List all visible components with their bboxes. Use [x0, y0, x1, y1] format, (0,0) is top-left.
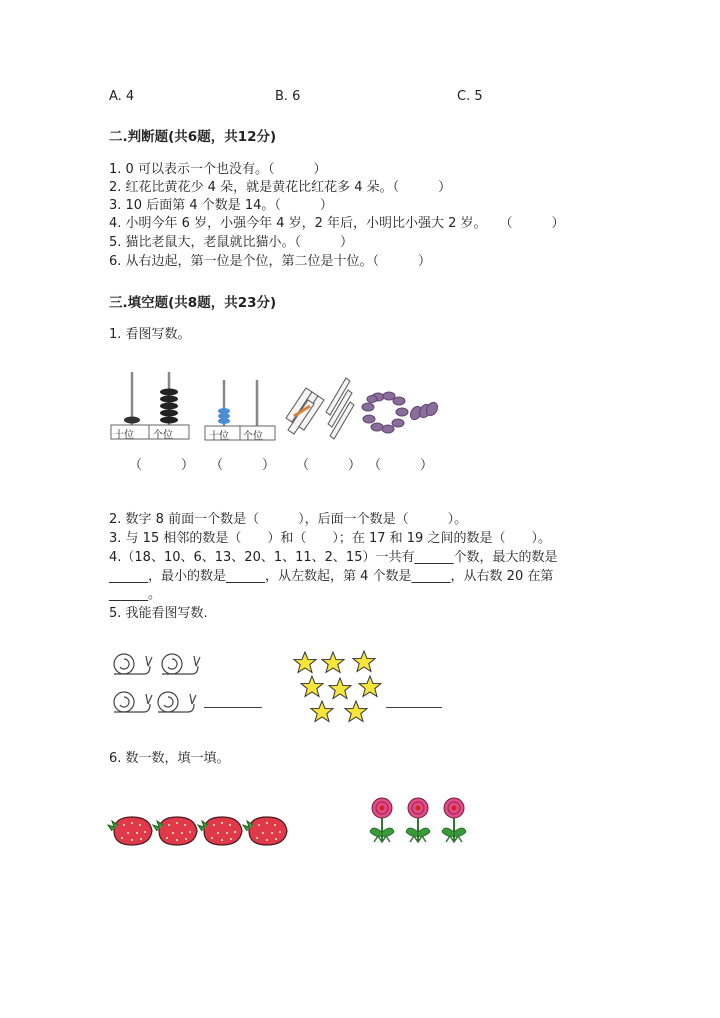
- judge-item-3: 3. 10 后面第 4 个数是 14。（ ）: [109, 198, 333, 213]
- answer-blank-4[interactable]: （ ）: [368, 458, 434, 473]
- question-5: 5. 我能看图写数.: [109, 606, 208, 621]
- answer-blank-1[interactable]: （ ）: [129, 458, 195, 473]
- question-1: 1. 看图写数。: [109, 327, 191, 342]
- abacus-2-ones-label: 个位: [243, 431, 263, 442]
- sticks-bundle-figure: [282, 372, 358, 444]
- question-2: 2. 数字 8 前面一个数是（ ），后面一个数是（ ）。: [109, 512, 468, 527]
- answer-blank-2[interactable]: （ ）: [210, 458, 276, 473]
- beads-figure: [358, 385, 438, 445]
- abacus-1-ones-label: 个位: [153, 430, 173, 441]
- question-6: 6. 数一数，填一填。: [109, 751, 230, 766]
- judge-item-2: 2. 红花比黄花少 4 朵，就是黄花比红花多 4 朵。（ ）: [109, 180, 452, 195]
- abacus-2-tens-label: 十位: [209, 431, 229, 442]
- section3-title: 三.填空题(共8题，共23分): [109, 295, 277, 311]
- question-4-line-2: ______，最小的数是______，从左数起，第 4 个数是______，从右数 20 在第: [109, 569, 554, 584]
- abacus-1-tens-label: 十位: [114, 430, 134, 441]
- question-3: 3. 与 15 相邻的数是（ ）和（ ）；在 17 和 19 之间的数是（ ）。: [109, 531, 551, 546]
- judge-item-5: 5. 猫比老鼠大，老鼠就比猫小。（ ）: [109, 235, 354, 250]
- snails-answer-line[interactable]: [204, 707, 262, 708]
- judge-item-1: 1. 0 可以表示一个也没有。（ ）: [109, 162, 327, 177]
- choice-a: A. 4: [109, 89, 135, 104]
- judge-item-6: 6. 从右边起，第一位是个位，第二位是十位。（ ）: [109, 254, 432, 269]
- choice-b: B. 6: [275, 89, 301, 104]
- choice-c: C. 5: [457, 89, 483, 104]
- section2-title: 二.判断题(共6题，共12分): [109, 129, 277, 145]
- stars-figure: [292, 650, 386, 726]
- snails-figure: [108, 650, 202, 722]
- judge-item-4: 4. 小明今年 6 岁，小强今年 4 岁，2 年后，小明比小强大 2 岁。 （ ）: [109, 216, 565, 231]
- flowers-figure: [364, 798, 476, 846]
- stars-answer-line[interactable]: [386, 707, 442, 708]
- strawberries-figure: [108, 813, 292, 849]
- answer-blank-3[interactable]: （ ）: [296, 458, 362, 473]
- question-4-line-3: ______。: [109, 587, 162, 602]
- question-4-line-1: 4.（18、10、6、13、20、1、11、2、15）一共有______个数，最大的数是: [109, 550, 558, 565]
